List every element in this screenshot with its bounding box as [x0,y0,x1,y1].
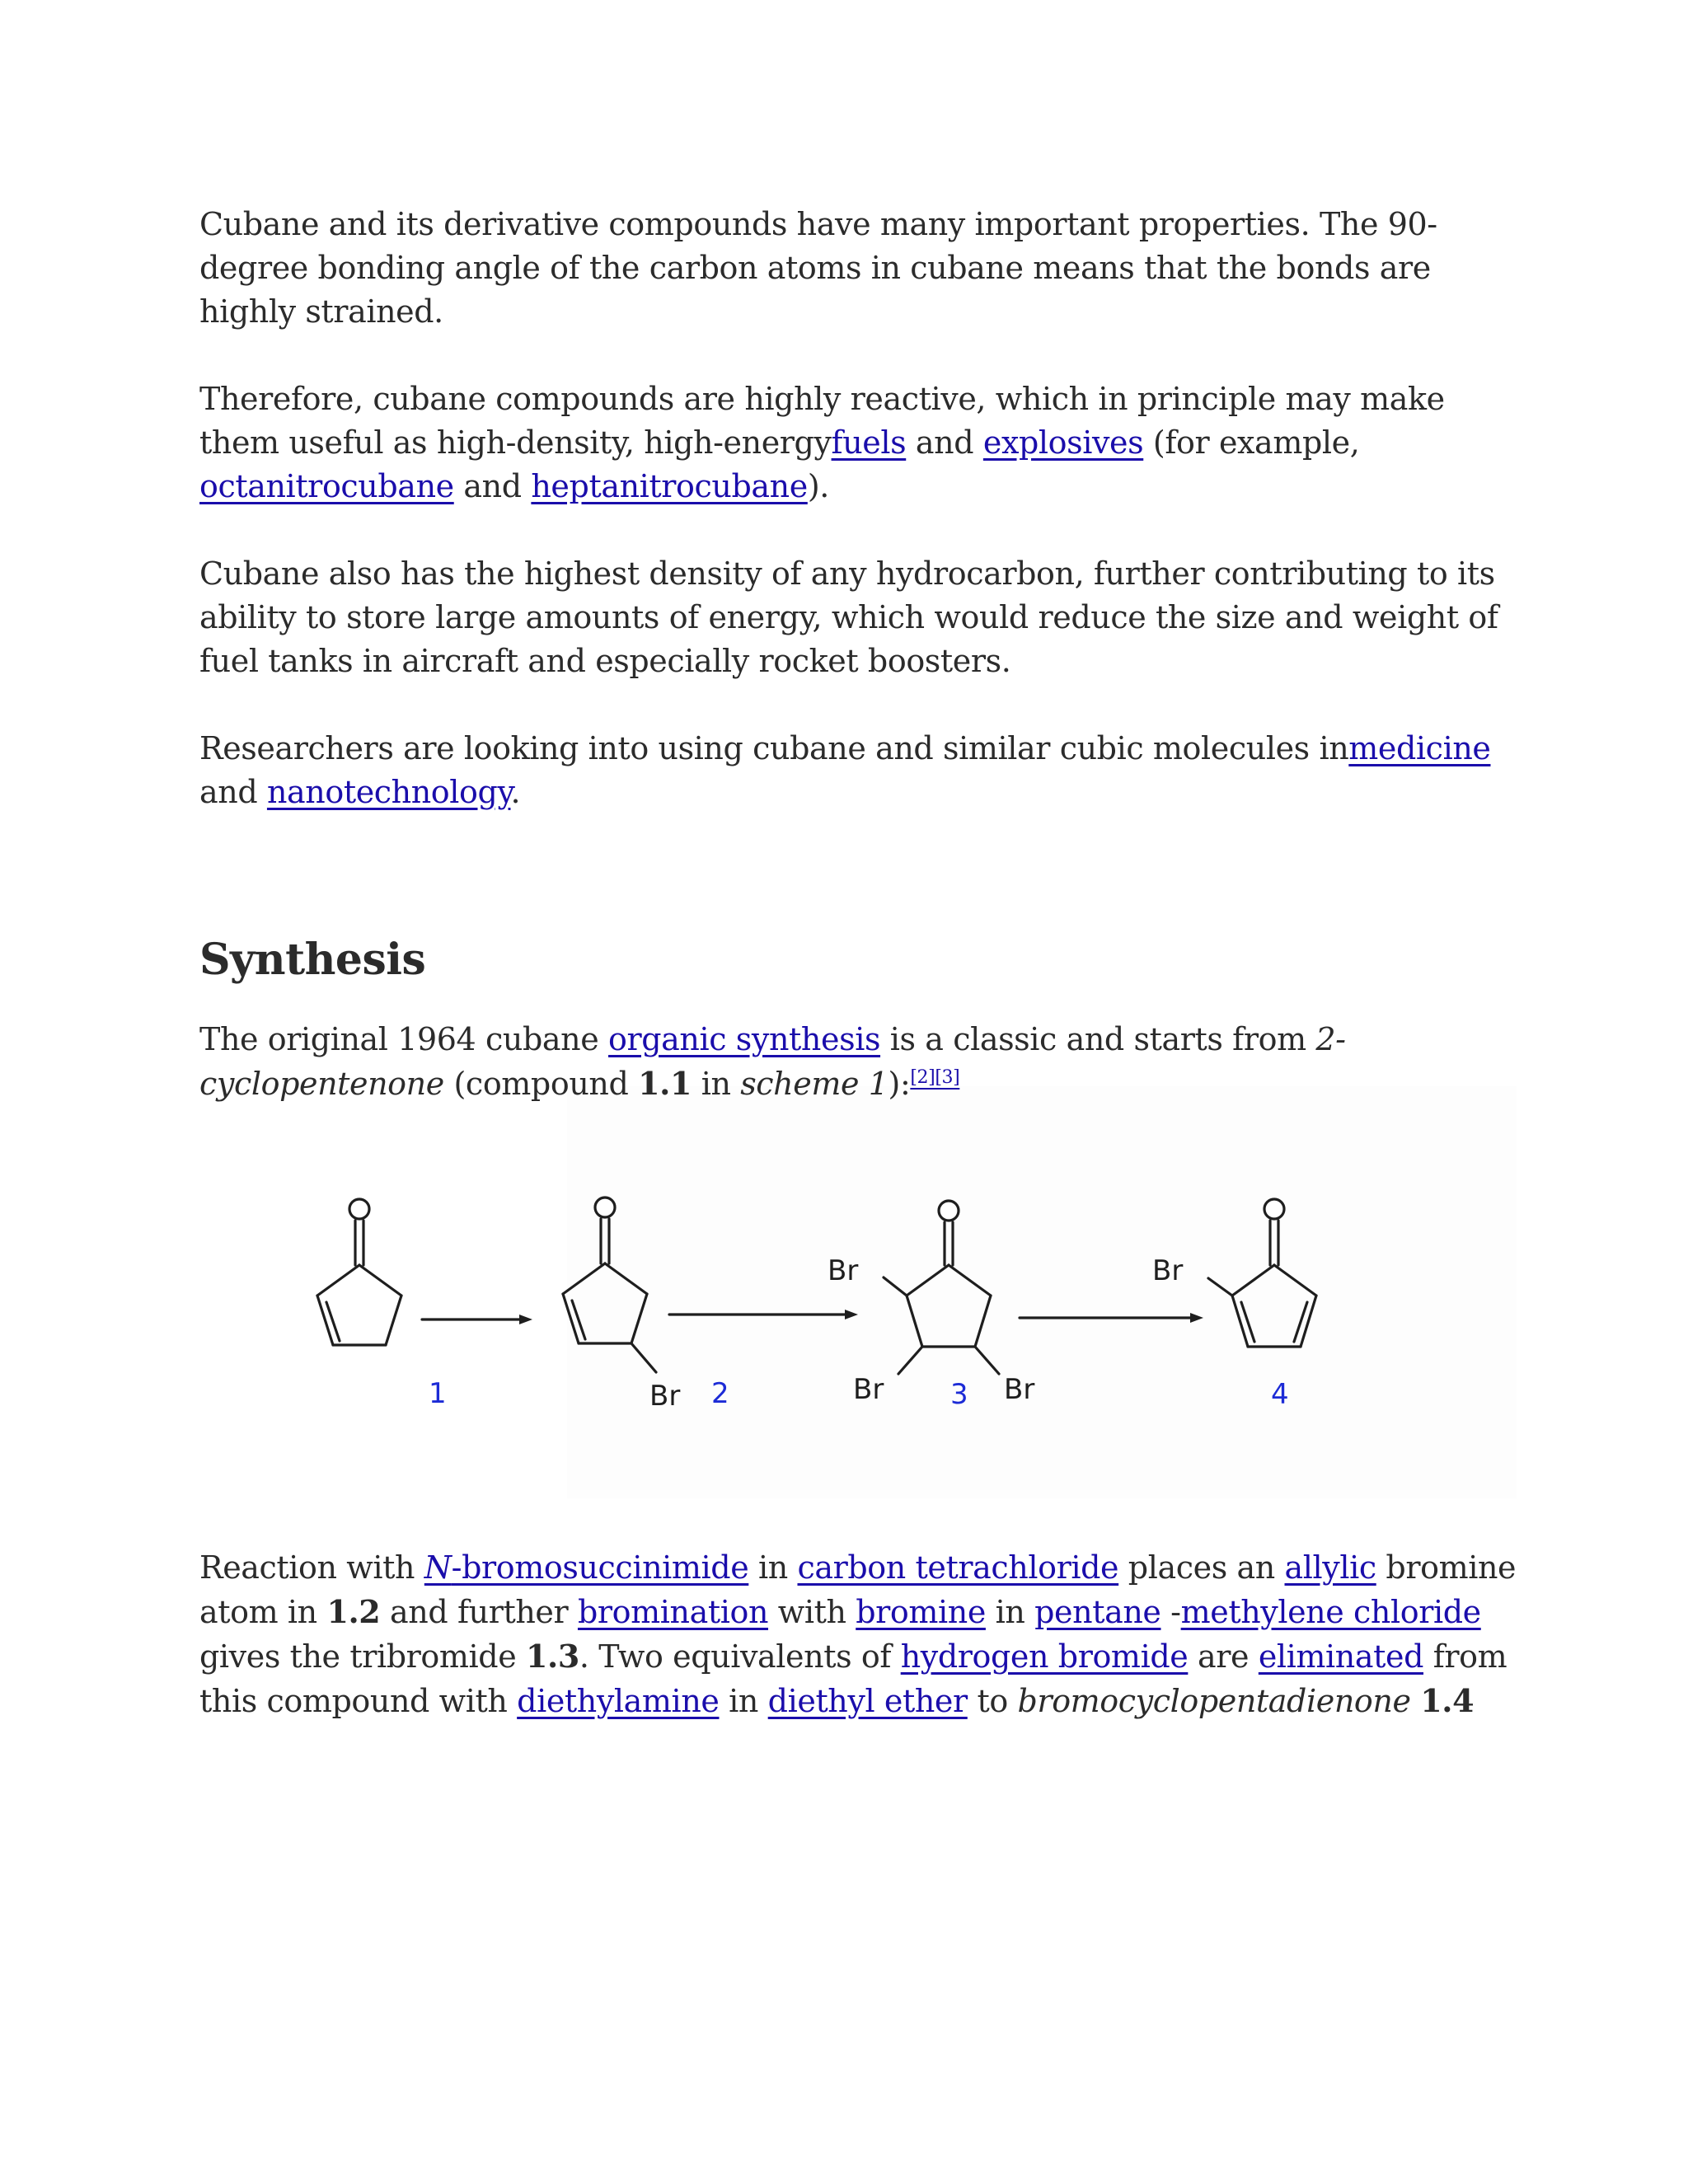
link-medicine[interactable]: medicine [1348,730,1491,766]
link-fuels[interactable]: fuels [831,424,907,461]
compound-4-structure [1208,1221,1316,1347]
link-n-bromosuccinimide[interactable]: N-bromosuccinimide [424,1549,749,1586]
compound-number-4: 4 [1271,1378,1289,1411]
bromine-label: Br [853,1373,884,1406]
compound-3-structure [884,1222,999,1374]
paragraph-research: Researchers are looking into using cubane and similar cubic molecules inmedicine and nanotechnology. [199,730,1491,810]
link-eliminated[interactable]: eliminated [1258,1638,1424,1675]
link-allylic[interactable]: allylic [1284,1549,1376,1586]
section-heading-synthesis: Synthesis [199,935,426,985]
link-explosives[interactable]: explosives [982,424,1144,461]
bromine-label: Br [649,1380,681,1413]
bromine-label: Br [1152,1254,1184,1287]
compound-1-structure [317,1221,401,1345]
paragraph-reactivity: Therefore, cubane compounds are highly reactive, which in principle may make them useful as high-density, high-energyfuels and explosives (for example, octanitrocubane and heptanitrocubane). [199,381,1445,504]
paragraph-density: Cubane also has the highest density of any hydrocarbon, further contributing to its ability to store large amounts of energy, which would reduce the size and weight of fuel tanks in aircraft and especially rocket boosters. [199,555,1498,679]
link-diethyl-ether[interactable]: diethyl ether [767,1683,968,1719]
link-bromine[interactable]: bromine [856,1594,986,1630]
link-hydrogen-bromide[interactable]: hydrogen bromide [900,1638,1189,1675]
link-methylene-chloride[interactable]: methylene chloride [1180,1594,1481,1630]
paragraph-reaction-details: Reaction with N-bromosuccinimide in carbon tetrachloride places an allylic bromine atom in 1.2 and further bromination with bromine in pentane -methylene chloride gives the tribromide 1.3. Two equivalents of hydrogen bromide are eliminated from this compound with diethylamine in diethyl ether to bromocyclopentadienone 1.4 [199,1549,1517,1719]
compound-number-2: 2 [711,1377,729,1410]
bromine-label: Br [1004,1373,1035,1406]
compound-2-structure [563,1219,656,1372]
citation-link[interactable]: [2][3] [910,1067,960,1088]
link-octanitrocubane[interactable]: octanitrocubane [199,468,454,504]
link-pentane[interactable]: pentane [1034,1594,1161,1630]
link-organic-synthesis[interactable]: organic synthesis [608,1021,881,1057]
link-nanotechnology[interactable]: nanotechnology [266,774,511,810]
compound-number-3: 3 [950,1378,968,1411]
compound-number-1: 1 [429,1377,447,1410]
article-body [199,203,1510,1106]
link-heptanitrocubane[interactable]: heptanitrocubane [531,468,808,504]
reaction-scheme [292,1179,1347,1451]
link-bromination[interactable]: bromination [577,1594,769,1630]
bromine-label: Br [828,1254,859,1287]
paragraph-synthesis-intro: The original 1964 cubane organic synthesis is a classic and starts from 2-cyclopentenone (compound 1.1 in scheme 1):[2][3] [199,1021,1346,1102]
paragraph-properties: Cubane and its derivative compounds have many important properties. The 90-degree bonding angle of the carbon atoms in cubane means that the bonds are highly strained. [199,206,1437,330]
link-carbon-tetrachloride[interactable]: carbon tetrachloride [797,1549,1119,1586]
link-diethylamine[interactable]: diethylamine [517,1683,720,1719]
